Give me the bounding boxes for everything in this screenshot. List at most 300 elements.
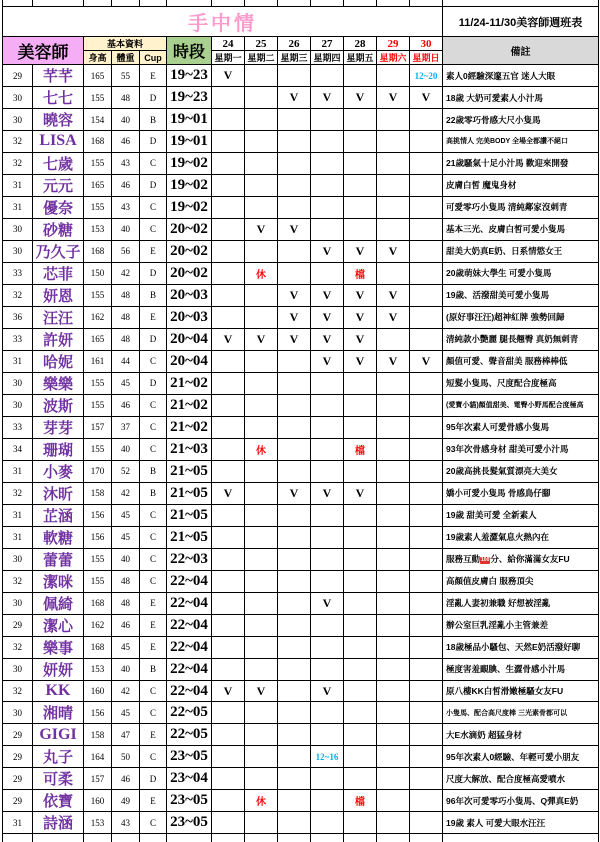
schedule-cell-29 xyxy=(377,152,410,174)
schedule-cell-26 xyxy=(278,196,311,218)
remark-cell: 辦公室巨乳淫亂小主管兼差 xyxy=(443,614,599,636)
beautician-row xyxy=(3,131,599,153)
remark-cell: 極度害羞靦腆、生澀骨感小汁馬 xyxy=(443,658,599,680)
schedule-cell-28 xyxy=(344,570,377,592)
weight-cell: 44 xyxy=(112,350,140,372)
cut-off-cell xyxy=(311,834,344,842)
weight-cell: 42 xyxy=(112,482,140,504)
cup-cell: C xyxy=(140,438,167,460)
remark-cell: 20歲萌妹大學生 可愛小隻馬 xyxy=(443,262,599,284)
remark-cell: 顏值可愛、聲音甜美 服務棒棒低 xyxy=(443,350,599,372)
schedule-cell-30 xyxy=(410,460,443,482)
age-cell: 31 xyxy=(3,812,33,834)
schedule-cell-29 xyxy=(377,65,410,87)
weight-cell: 43 xyxy=(112,152,140,174)
height-cell: 153 xyxy=(84,218,112,240)
schedule-cell-30: V xyxy=(410,350,443,372)
schedule-cell-24 xyxy=(212,394,245,416)
schedule-cell-27 xyxy=(311,724,344,746)
cut-off-cell xyxy=(278,834,311,842)
weight-cell: 37 xyxy=(112,416,140,438)
age-cell: 32 xyxy=(3,152,33,174)
schedule-cell-25 xyxy=(245,548,278,570)
weight-cell: 50 xyxy=(112,746,140,768)
sheet-title: 手中情 xyxy=(3,7,443,37)
header-weekday-24: 星期一 xyxy=(212,51,245,65)
schedule-cell-25 xyxy=(245,504,278,526)
beautician-row xyxy=(3,174,599,196)
cup-cell: E xyxy=(140,790,167,812)
schedule-cell-27: V xyxy=(311,350,344,372)
time-slot-cell: 19~02 xyxy=(167,174,212,196)
age-cell: 32 xyxy=(3,131,33,153)
age-cell: 36 xyxy=(3,306,33,328)
height-cell: 158 xyxy=(84,482,112,504)
height-cell: 156 xyxy=(84,504,112,526)
weight-cell: 40 xyxy=(112,658,140,680)
remark-cell: 淫亂人妻初兼職 好想被淫亂 xyxy=(443,592,599,614)
weight-cell: 46 xyxy=(112,394,140,416)
name-cell: 妍恩 xyxy=(33,284,84,306)
schedule-cell-25 xyxy=(245,812,278,834)
cup-cell: C xyxy=(140,680,167,702)
schedule-cell-28: V xyxy=(344,306,377,328)
height-cell: 150 xyxy=(84,262,112,284)
schedule-cell-25: 休 xyxy=(245,438,278,460)
height-cell: 154 xyxy=(84,109,112,131)
schedule-cell-24 xyxy=(212,262,245,284)
beautician-row xyxy=(3,592,599,614)
schedule-cell-29: V xyxy=(377,284,410,306)
remark-cell: 服務互動100分、給你滿滿女友FU xyxy=(443,548,599,570)
beautician-row xyxy=(3,746,599,768)
remark-cell: 93年次骨感身材 甜美可愛小汁馬 xyxy=(443,438,599,460)
schedule-cell-29: V xyxy=(377,306,410,328)
time-slot-cell: 20~04 xyxy=(167,350,212,372)
height-cell: 153 xyxy=(84,658,112,680)
schedule-cell-24 xyxy=(212,87,245,109)
header-weekday-26: 星期三 xyxy=(278,51,311,65)
schedule-cell-24 xyxy=(212,306,245,328)
cup-cell: B xyxy=(140,109,167,131)
time-slot-cell: 19~02 xyxy=(167,196,212,218)
time-slot-cell: 22~04 xyxy=(167,636,212,658)
cut-off-row-below xyxy=(3,834,599,842)
schedule-cell-25 xyxy=(245,702,278,724)
cup-cell: C xyxy=(140,812,167,834)
schedule-cell-29 xyxy=(377,131,410,153)
height-cell: 155 xyxy=(84,87,112,109)
time-slot-cell: 21~05 xyxy=(167,482,212,504)
age-cell: 30 xyxy=(3,702,33,724)
age-cell: 30 xyxy=(3,394,33,416)
schedule-cell-27 xyxy=(311,262,344,284)
name-cell: 丸子 xyxy=(33,746,84,768)
schedule-cell-29 xyxy=(377,504,410,526)
age-cell: 30 xyxy=(3,548,33,570)
schedule-cell-25 xyxy=(245,284,278,306)
schedule-cell-28 xyxy=(344,109,377,131)
schedule-cell-25 xyxy=(245,306,278,328)
schedule-cell-28 xyxy=(344,152,377,174)
remark-cell: 22歲零巧骨感大尺小隻馬 xyxy=(443,109,599,131)
name-cell: 乃久子 xyxy=(33,240,84,262)
schedule-cell-30: V xyxy=(410,87,443,109)
height-cell: 158 xyxy=(84,724,112,746)
schedule-cell-29 xyxy=(377,526,410,548)
beautician-row xyxy=(3,87,599,109)
cut-off-cell xyxy=(3,834,33,842)
beautician-row xyxy=(3,350,599,372)
schedule-cell-30 xyxy=(410,592,443,614)
schedule-cell-29 xyxy=(377,768,410,790)
age-cell: 33 xyxy=(3,416,33,438)
name-cell: 潔心 xyxy=(33,614,84,636)
beautician-row xyxy=(3,284,599,306)
schedule-cell-24 xyxy=(212,152,245,174)
weight-cell: 48 xyxy=(112,328,140,350)
schedule-cell-27 xyxy=(311,504,344,526)
schedule-cell-26 xyxy=(278,526,311,548)
beautician-row xyxy=(3,790,599,812)
schedule-cell-28 xyxy=(344,702,377,724)
time-slot-cell: 20~02 xyxy=(167,240,212,262)
header-time-slot: 時段 xyxy=(167,37,212,65)
cup-cell: C xyxy=(140,504,167,526)
weight-cell: 43 xyxy=(112,812,140,834)
schedule-cell-27 xyxy=(311,812,344,834)
schedule-cell-26 xyxy=(278,768,311,790)
schedule-cell-24 xyxy=(212,131,245,153)
header-date-25: 25 xyxy=(245,37,278,51)
schedule-cell-30 xyxy=(410,680,443,702)
schedule-cell-29 xyxy=(377,394,410,416)
title-row xyxy=(3,7,599,37)
beautician-row xyxy=(3,658,599,680)
schedule-cell-27 xyxy=(311,548,344,570)
schedule-cell-26 xyxy=(278,372,311,394)
schedule-cell-25: 休 xyxy=(245,790,278,812)
remark-cell: 96年次可愛零巧小隻馬、Q彈真E奶 xyxy=(443,790,599,812)
cup-cell: E xyxy=(140,592,167,614)
name-cell: 芷涵 xyxy=(33,504,84,526)
height-cell: 168 xyxy=(84,131,112,153)
schedule-cell-25 xyxy=(245,724,278,746)
schedule-cell-26: V xyxy=(278,328,311,350)
name-cell: 芽芽 xyxy=(33,416,84,438)
name-cell: 砂糖 xyxy=(33,218,84,240)
name-cell: 哈妮 xyxy=(33,350,84,372)
remark-cell: 大E水滴奶 超猛身材 xyxy=(443,724,599,746)
cup-cell: D xyxy=(140,174,167,196)
remark-cell: 嬌小可愛小隻馬 骨感鳥仔腳 xyxy=(443,482,599,504)
time-slot-cell: 23~04 xyxy=(167,768,212,790)
weight-cell: 46 xyxy=(112,131,140,153)
schedule-cell-30 xyxy=(410,526,443,548)
weight-cell: 46 xyxy=(112,174,140,196)
cut-off-cell xyxy=(167,834,212,842)
schedule-cell-27 xyxy=(311,526,344,548)
age-cell: 30 xyxy=(3,372,33,394)
schedule-cell-27 xyxy=(311,65,344,87)
beautician-row xyxy=(3,218,599,240)
schedule-cell-30 xyxy=(410,131,443,153)
schedule-cell-26: V xyxy=(278,87,311,109)
age-cell: 32 xyxy=(3,570,33,592)
schedule-cell-26 xyxy=(278,262,311,284)
schedule-cell-24: V xyxy=(212,482,245,504)
schedule-cell-29 xyxy=(377,614,410,636)
schedule-cell-25 xyxy=(245,372,278,394)
schedule-cell-24 xyxy=(212,438,245,460)
schedule-cell-30 xyxy=(410,328,443,350)
remark-cell: 基本三光、皮膚白皙可愛小隻馬 xyxy=(443,218,599,240)
schedule-cell-30 xyxy=(410,152,443,174)
weight-cell: 49 xyxy=(112,790,140,812)
schedule-cell-27 xyxy=(311,570,344,592)
schedule-cell-30 xyxy=(410,306,443,328)
header-weekday-25: 星期二 xyxy=(245,51,278,65)
age-cell: 30 xyxy=(3,218,33,240)
schedule-cell-26 xyxy=(278,724,311,746)
cup-cell: C xyxy=(140,746,167,768)
header-weekday-28: 星期五 xyxy=(344,51,377,65)
weight-cell: 45 xyxy=(112,526,140,548)
cut-off-cell xyxy=(84,834,112,842)
schedule-cell-25 xyxy=(245,152,278,174)
height-cell: 168 xyxy=(84,636,112,658)
cup-cell: D xyxy=(140,262,167,284)
schedule-cell-27 xyxy=(311,438,344,460)
schedule-cell-30 xyxy=(410,482,443,504)
schedule-cell-29 xyxy=(377,196,410,218)
height-cell: 161 xyxy=(84,350,112,372)
schedule-cell-26 xyxy=(278,240,311,262)
schedule-cell-28 xyxy=(344,174,377,196)
cup-cell: C xyxy=(140,218,167,240)
schedule-cell-27 xyxy=(311,790,344,812)
schedule-cell-26 xyxy=(278,812,311,834)
schedule-cell-28 xyxy=(344,724,377,746)
schedule-cell-28 xyxy=(344,592,377,614)
schedule-cell-27 xyxy=(311,614,344,636)
cup-cell: C xyxy=(140,702,167,724)
cup-cell: C xyxy=(140,152,167,174)
schedule-table xyxy=(2,0,599,842)
schedule-cell-24 xyxy=(212,218,245,240)
schedule-cell-27 xyxy=(311,196,344,218)
schedule-cell-30 xyxy=(410,570,443,592)
schedule-cell-26: V xyxy=(278,306,311,328)
cup-cell: C xyxy=(140,526,167,548)
cup-cell: B xyxy=(140,460,167,482)
remark-cell: 清純款小艷麗 腿長翹臀 真奶無刺青 xyxy=(443,328,599,350)
schedule-cell-27 xyxy=(311,416,344,438)
schedule-cell-26 xyxy=(278,592,311,614)
cup-cell: C xyxy=(140,416,167,438)
cut-off-cell xyxy=(344,834,377,842)
schedule-cell-29: V xyxy=(377,87,410,109)
schedule-cell-25 xyxy=(245,614,278,636)
weight-cell: 42 xyxy=(112,680,140,702)
time-slot-cell: 23~05 xyxy=(167,790,212,812)
schedule-cell-29 xyxy=(377,416,410,438)
name-cell: 許妍 xyxy=(33,328,84,350)
time-slot-cell: 22~04 xyxy=(167,658,212,680)
schedule-cell-28 xyxy=(344,614,377,636)
height-cell: 155 xyxy=(84,152,112,174)
schedule-cell-26 xyxy=(278,614,311,636)
header-date-24: 24 xyxy=(212,37,245,51)
schedule-cell-27 xyxy=(311,702,344,724)
schedule-cell-28 xyxy=(344,460,377,482)
remark-cell: (原好事汪汪)超神紅牌 強勢回歸 xyxy=(443,306,599,328)
time-slot-cell: 22~04 xyxy=(167,680,212,702)
cup-cell: E xyxy=(140,240,167,262)
schedule-cell-27: V xyxy=(311,592,344,614)
name-cell: 芊芊 xyxy=(33,65,84,87)
height-cell: 160 xyxy=(84,790,112,812)
schedule-cell-27: V xyxy=(311,87,344,109)
schedule-cell-28 xyxy=(344,768,377,790)
age-cell: 30 xyxy=(3,87,33,109)
schedule-cell-28 xyxy=(344,504,377,526)
header-basic-info: 基本資料 xyxy=(84,37,167,51)
schedule-cell-28: 檔 xyxy=(344,262,377,284)
schedule-cell-25 xyxy=(245,570,278,592)
schedule-cell-30 xyxy=(410,196,443,218)
header-date-27: 27 xyxy=(311,37,344,51)
schedule-cell-30 xyxy=(410,724,443,746)
schedule-cell-30 xyxy=(410,790,443,812)
age-cell: 31 xyxy=(3,460,33,482)
height-cell: 170 xyxy=(84,460,112,482)
weight-cell: 48 xyxy=(112,306,140,328)
time-slot-cell: 20~02 xyxy=(167,218,212,240)
schedule-cell-26: V xyxy=(278,218,311,240)
beautician-row xyxy=(3,109,599,131)
schedule-cell-29 xyxy=(377,658,410,680)
schedule-cell-30 xyxy=(410,416,443,438)
time-slot-cell: 21~05 xyxy=(167,526,212,548)
name-cell: 七歲 xyxy=(33,152,84,174)
schedule-cell-27 xyxy=(311,460,344,482)
cup-cell: D xyxy=(140,768,167,790)
age-cell: 31 xyxy=(3,526,33,548)
schedule-cell-24 xyxy=(212,196,245,218)
schedule-cell-29: V xyxy=(377,350,410,372)
height-cell: 157 xyxy=(84,416,112,438)
schedule-cell-28 xyxy=(344,372,377,394)
schedule-cell-27 xyxy=(311,636,344,658)
age-cell: 30 xyxy=(3,592,33,614)
beautician-row xyxy=(3,394,599,416)
age-cell: 30 xyxy=(3,240,33,262)
time-slot-cell: 20~04 xyxy=(167,328,212,350)
time-slot-cell: 21~02 xyxy=(167,394,212,416)
cut-off-cell xyxy=(33,834,84,842)
schedule-cell-24 xyxy=(212,416,245,438)
weight-cell: 52 xyxy=(112,460,140,482)
time-slot-cell: 19~23 xyxy=(167,87,212,109)
schedule-cell-28 xyxy=(344,746,377,768)
schedule-cell-26 xyxy=(278,65,311,87)
age-cell: 32 xyxy=(3,680,33,702)
schedule-cell-30 xyxy=(410,262,443,284)
height-cell: 165 xyxy=(84,174,112,196)
weight-cell: 45 xyxy=(112,372,140,394)
schedule-cell-27 xyxy=(311,131,344,153)
remark-cell: 95年次素人可愛骨感小隻馬 xyxy=(443,416,599,438)
cup-cell: E xyxy=(140,614,167,636)
cut-off-cell xyxy=(410,834,443,842)
schedule-cell-24 xyxy=(212,109,245,131)
name-cell: 依寶 xyxy=(33,790,84,812)
weight-cell: 55 xyxy=(112,65,140,87)
schedule-cell-25 xyxy=(245,460,278,482)
time-slot-cell: 21~02 xyxy=(167,416,212,438)
header-weekday-30: 星期日 xyxy=(410,51,443,65)
schedule-cell-25 xyxy=(245,636,278,658)
schedule-cell-26 xyxy=(278,350,311,372)
cup-cell: D xyxy=(140,87,167,109)
remark-cell: (愛寶小貓)顏值甜美、電臀小野馬配合度極高 xyxy=(443,394,599,416)
cup-cell: C xyxy=(140,394,167,416)
age-cell: 34 xyxy=(3,438,33,460)
schedule-cell-30 xyxy=(410,548,443,570)
schedule-cell-29 xyxy=(377,460,410,482)
time-slot-cell: 22~04 xyxy=(167,614,212,636)
schedule-cell-25 xyxy=(245,196,278,218)
cut-off-cell xyxy=(212,834,245,842)
schedule-cell-28 xyxy=(344,548,377,570)
height-cell: 156 xyxy=(84,702,112,724)
beautician-row xyxy=(3,262,599,284)
schedule-cell-24 xyxy=(212,746,245,768)
height-cell: 153 xyxy=(84,812,112,834)
weight-cell: 46 xyxy=(112,768,140,790)
beautician-row xyxy=(3,152,599,174)
name-cell: 潔咪 xyxy=(33,570,84,592)
age-cell: 31 xyxy=(3,174,33,196)
schedule-cell-24 xyxy=(212,570,245,592)
name-cell: KK xyxy=(33,680,84,702)
schedule-cell-29 xyxy=(377,109,410,131)
beautician-row xyxy=(3,416,599,438)
weight-cell: 48 xyxy=(112,87,140,109)
schedule-cell-24 xyxy=(212,240,245,262)
schedule-cell-24 xyxy=(212,768,245,790)
header-height: 身高 xyxy=(84,51,112,65)
schedule-cell-30: 12~20 xyxy=(410,65,443,87)
remark-cell: 高挑情人 完美BODY 全場全都讚不絕口 xyxy=(443,131,599,153)
schedule-cell-28 xyxy=(344,65,377,87)
schedule-cell-30 xyxy=(410,614,443,636)
schedule-cell-30 xyxy=(410,746,443,768)
schedule-cell-28 xyxy=(344,394,377,416)
height-cell: 155 xyxy=(84,284,112,306)
schedule-cell-30 xyxy=(410,812,443,834)
header-weekday-29: 星期六 xyxy=(377,51,410,65)
age-cell: 29 xyxy=(3,65,33,87)
name-cell: 芯菲 xyxy=(33,262,84,284)
remark-cell: 高顏值皮膚白 服務頂尖 xyxy=(443,570,599,592)
schedule-cell-29 xyxy=(377,746,410,768)
schedule-cell-26 xyxy=(278,460,311,482)
schedule-cell-25 xyxy=(245,131,278,153)
schedule-cell-30 xyxy=(410,636,443,658)
schedule-cell-29 xyxy=(377,174,410,196)
